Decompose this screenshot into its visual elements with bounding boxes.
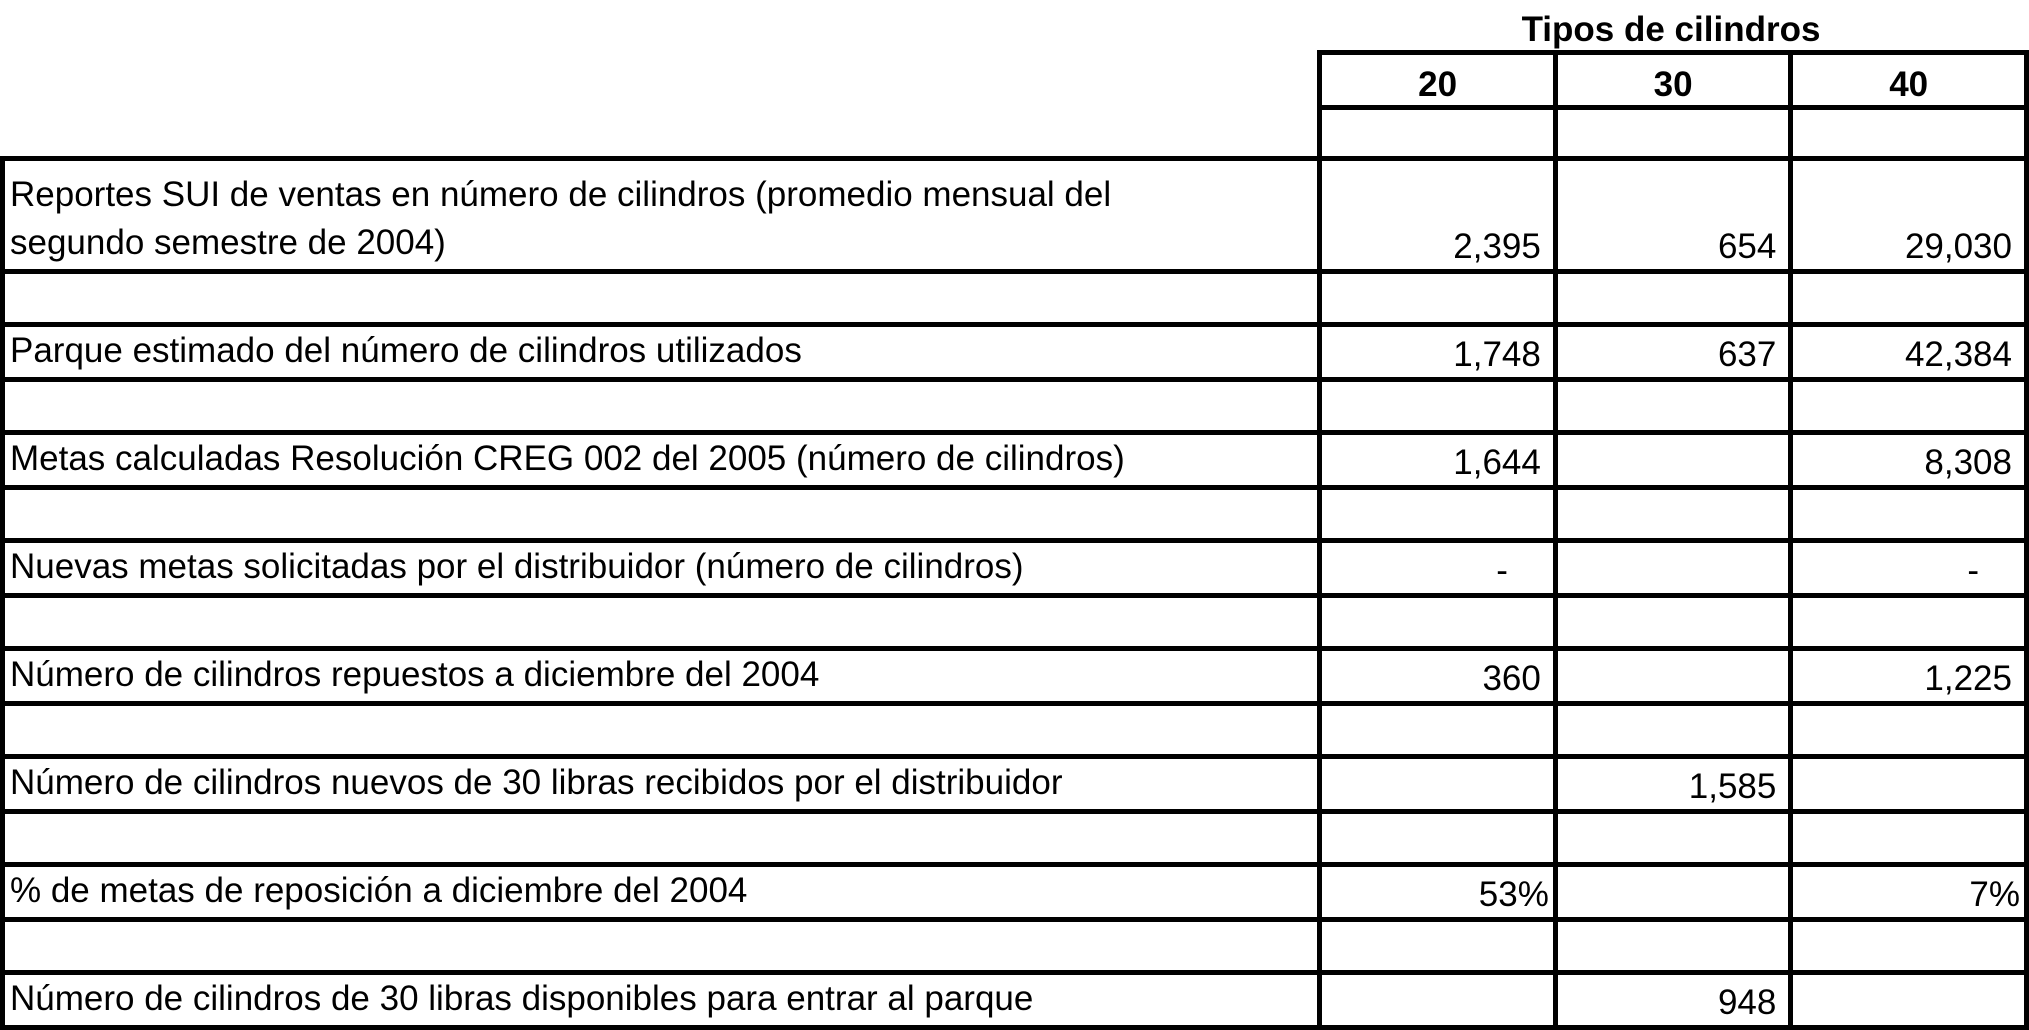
cell-value <box>1320 757 1556 812</box>
table-row <box>3 865 2027 920</box>
cell-value <box>1555 649 1791 704</box>
cell-value <box>1791 973 2027 1028</box>
row-label: Número de cilindros repuestos a diciembre del 2004 <box>3 649 1320 704</box>
cell-value: 1,748 <box>1320 325 1556 380</box>
cell-value <box>1555 433 1791 488</box>
spacer-row <box>3 704 2027 757</box>
table-row <box>3 159 2027 272</box>
row-label: Número de cilindros nuevos de 30 libras recibidos por el distribuidor <box>3 757 1320 812</box>
cell-value: 1,585 <box>1555 757 1791 812</box>
cell-value: 29,030 <box>1791 159 2027 272</box>
spacer-row <box>3 596 2027 649</box>
column-header-30: 30 <box>1555 53 1791 108</box>
table-row <box>3 541 2027 596</box>
cell-value: 1,644 <box>1320 433 1556 488</box>
cell-value: 948 <box>1555 973 1791 1028</box>
column-header-40: 40 <box>1791 53 2027 108</box>
cell-value: 42,384 <box>1791 325 2027 380</box>
header-spacer-row <box>3 108 2027 159</box>
spacer-row <box>3 812 2027 865</box>
cell-value: - <box>1320 541 1556 596</box>
row-label: Parque estimado del número de cilindros utilizados <box>3 325 1320 380</box>
spacer-row <box>3 380 2027 433</box>
cell-value: 360 <box>1320 649 1556 704</box>
row-label: Nuevas metas solicitadas por el distribuidor (número de cilindros) <box>3 541 1320 596</box>
cell-value: 53% <box>1320 865 1556 920</box>
cell-value: 7% <box>1791 865 2027 920</box>
cell-value <box>1555 865 1791 920</box>
column-header-row <box>3 53 2027 108</box>
cell-value <box>1791 757 2027 812</box>
cell-value: 1,225 <box>1791 649 2027 704</box>
row-label: Número de cilindros de 30 libras disponibles para entrar al parque <box>3 973 1320 1028</box>
table-row <box>3 757 2027 812</box>
table-row <box>3 433 2027 488</box>
header-blank-cell <box>3 53 1320 108</box>
cell-value: - <box>1791 541 2027 596</box>
table-row <box>3 325 2027 380</box>
table-row <box>3 973 2027 1028</box>
spacer-row <box>3 920 2027 973</box>
cell-value: 2,395 <box>1320 159 1556 272</box>
column-header-20: 20 <box>1320 53 1556 108</box>
cell-value <box>1555 541 1791 596</box>
cell-value: 8,308 <box>1791 433 2027 488</box>
cell-value <box>1320 973 1556 1028</box>
table-row <box>3 649 2027 704</box>
group-header-tipos-de-cilindros: Tipos de cilindros <box>1521 10 1821 49</box>
row-label: % de metas de reposición a diciembre del 2004 <box>3 865 1320 920</box>
cylinder-table <box>0 50 2029 1030</box>
cell-value: 654 <box>1555 159 1791 272</box>
row-label: Reportes SUI de ventas en número de cilindros (promedio mensual del segundo semestre de 2004) <box>3 159 1320 272</box>
cell-value: 637 <box>1555 325 1791 380</box>
spacer-row <box>3 272 2027 325</box>
row-label: Metas calculadas Resolución CREG 002 del 2005 (número de cilindros) <box>3 433 1320 488</box>
spacer-row <box>3 488 2027 541</box>
